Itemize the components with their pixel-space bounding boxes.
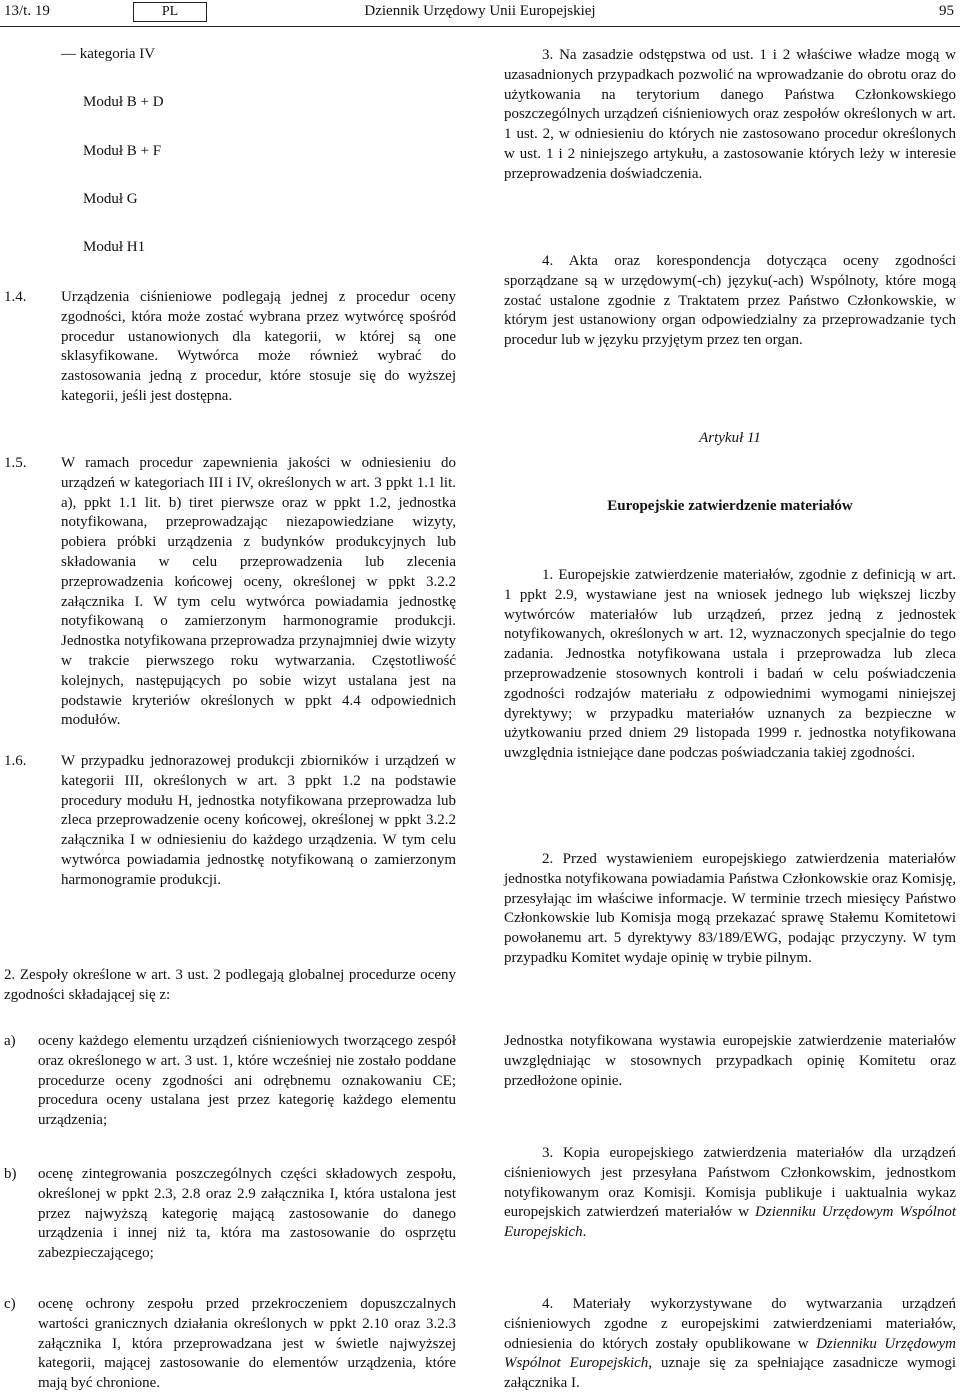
paragraph-1-4: Urządzenia ciśnieniowe podlegają jednej z procedur oceny zgodności, która może zostać wybrana przez wytwórcę spośród procedur ustanowionych dla kategorii, w której są one sklasyfikowane. Wytwórca może również wybrać do zastosowania jedną z procedur, które stosuje się do wyższej kategorii, jeśli jest dostępna. <box>61 289 456 404</box>
list-item-a: oceny każdego elementu urządzeń ciśnieniowych tworzącego zespół oraz określonego w art. 3 ust. 1, które wcześniej nie zostało poddane procedurze oceny zgodności ani odrębnemu oznakowaniu CE; procedura oceny ustalana jest przez kategorię każdego elementu urządzenia; <box>38 1033 456 1129</box>
article-paragraph-4-text: 4. Materiały wykorzystywane do wytwarzania urządzeń ciśnieniowych zgodne z europejskimi zatwierdzeniami materiałów, odniesienia do których zostały opublikowane w <box>504 1296 956 1352</box>
header-rule <box>0 26 960 27</box>
category-line: — kategoria IV <box>61 46 156 62</box>
article-paragraph-3 <box>504 1144 956 1243</box>
journal-reference: Dzienniku Urzędowym Wspólnot Europejskich <box>504 1335 956 1372</box>
language-badge: PL <box>133 2 207 22</box>
module-item: Moduł B + D <box>83 94 164 110</box>
module-item: Moduł B + F <box>83 143 162 159</box>
article-label: Artykuł 11 <box>699 430 761 446</box>
module-item: Moduł H1 <box>83 239 146 255</box>
article-paragraph-2: 2. Przed wystawieniem europejskiego zatwierdzenia materiałów jednostka notyfikowana powiadamia Państwa Członkowskie oraz Komisję, przesyłając im właściwe informacje. W terminie trzech miesięcy Państwo Członkowskie lub Komisja mogą przekazać sprawę Stałemu Komitetowi powołanemu art. 5 dyrektywy 83/189/EWG, podając przyczyny. W tym przypadku Komitet wydaje opinię w trybie pilnym. <box>504 851 956 966</box>
paragraph-number: 1.5. <box>4 455 27 471</box>
paragraph-1-6: W przypadku jednorazowej produkcji zbiorników i urządzeń w kategorii III, określonych w art. 3 ppkt 1.2 na podstawie procedury modułu H, jednostka notyfikowana przeprowadza lub zleca przeprowadzenie oceny końcowej, określonej w ppkt 3.2.2 załącznika I w odniesieniu do każdego urządzenia. W tym celu wytwórca powiadamia jednostkę notyfikowaną o zamierzonym harmonogramie produkcji. <box>61 753 456 888</box>
page-number: 95 <box>939 3 954 19</box>
article-paragraph-3-text: 3. Kopia europejskiego zatwierdzenia materiałów dla urządzeń ciśnieniowych jest przesyłana Państwom Członkowskim, jednostkom notyfikowanym oraz Komisji. Komisja publikuje i uaktualnia wykaz europejskich zatwierdzeń materiałów w <box>504 1145 956 1221</box>
article-paragraph-4-end: , uznaje się za spełniające zasadnicze wymogi załącznika I. <box>504 1355 956 1392</box>
journal-reference: Dzienniku Urzędowym Wspólnot Europejskich <box>504 1204 956 1241</box>
list-letter: c) <box>4 1296 16 1312</box>
page-label: 13/t. 19 <box>4 3 50 19</box>
journal-title: Dziennik Urzędowy Unii Europejskiej <box>364 3 596 19</box>
paragraph-3: 3. Na zasadzie odstępstwa od ust. 1 i 2 właściwe władze mogą w uzasadnionych przypadkach pozwolić na wprowadzanie do obrotu oraz do użytkowania na terytorium danego Państwa Członkowskiego poszczególnych urządzeń ciśnieniowych oraz zespołów określonych w art. 1 ust. 2, w odniesieniu do których nie zastosowano procedur określonych w ust. 1 i 2 niniejszego artykułu, a zastosowanie których leży w interesie przeprowadzenia doświadczenia. <box>504 47 956 182</box>
list-letter: b) <box>4 1166 17 1182</box>
list-letter: a) <box>4 1033 16 1049</box>
article-paragraph-2-continued: Jednostka notyfikowana wystawia europejskie zatwierdzenie materiałów uwzględniając w stosownych przypadkach opinię Komitetu oraz przedłożone opinie. <box>504 1033 956 1089</box>
article-paragraph-3-end: . <box>582 1224 587 1241</box>
page-header <box>0 0 960 28</box>
article-paragraph-1: 1. Europejskie zatwierdzenie materiałów, zgodnie z definicją w art. 1 ppkt 2.9, wystawiane jest na wniosek jednego lub większej liczby wytwórców materiałów lub urządzeń, przez jedną z jednostek notyfikowanych, określonych w art. 12, wyznaczonych specjalnie do tego zadania. Jednostka notyfikowana ustala i przeprowadza lub zleca przeprowadzenie stosownych kontroli i badań w celu poświadczenia zgodności rodzajów materiału z odpowiednimi wymogami niniejszej dyrektywy; w przypadku materiałów uznanych za bezpieczne w użytkowaniu przed dniem 29 listopada 1999 r. jednostka notyfikowana uwzględnia istniejące dane podczas poświadczania takiej zgodności. <box>504 567 956 762</box>
list-item-c: ocenę ochrony zespołu przed przekroczeniem dopuszczalnych wartości granicznych działania określonych w ppkt 2.10 oraz 3.2.3 załącznika I, która przeprowadzana jest w świetle najwyższej kategorii, mającej zastosowanie do elementów urządzenia, które mają być chronione. <box>38 1296 456 1392</box>
article-title: Europejskie zatwierdzenie materiałów <box>607 498 853 514</box>
module-item: Moduł G <box>83 191 138 207</box>
paragraph-number: 1.4. <box>4 289 27 305</box>
list-item-b: ocenę zintegrowania poszczególnych części składowych zespołu, określonej w ppkt 2.3, 2.8 oraz 2.9 załącznika I, która ustalona jest przez najwyższą kategorię mającą zastosowanie do danego urządzenia i innej niż ta, która ma zastosowanie do osprzętu zabezpieczającego; <box>38 1166 456 1262</box>
paragraph-number: 1.6. <box>4 753 27 769</box>
paragraph-1-5: W ramach procedur zapewnienia jakości w odniesieniu do urządzeń w kategoriach III i IV, określonych w art. 3 ppkt 1.1 lit. a), ppkt 1.1 lit. b) tiret pierwsze oraz w ppkt 1.2, jednostka notyfikowana, przeprowadzając niezapowiedziane wizyty, pobiera próbki urządzenia z budynków produkcyjnych lub składowania w celu przeprowadzenia lub zlecenia przeprowadzenia końcowej oceny, określonej w ppkt 3.2.2 załącznika I. W tym celu wytwórca powiadamia jednostkę notyfikowaną o zamierzonym harmonogramie produkcji. Jednostka notyfikowana przeprowadza przynajmniej dwie wizyty w trakcie pierwszego roku wytwarzania. Częstotliwość kolejnych, następujących po sobie wizyt ustalana jest na podstawie kryteriów określonych w ppkt 4.4 odpowiednich modułów. <box>61 455 456 729</box>
article-paragraph-4 <box>504 1295 956 1394</box>
paragraph-4: 4. Akta oraz korespondencja dotycząca oceny zgodności sporządzane są w urzędowym(-ch) języku(-ach) Wspólnoty, które mogą zostać ustalone zgodnie z Traktatem przez Państwo Członkowskie, w którym jest ustanowiony organ odpowiedzialny za przeprowadzanie tych procedur lub w języku przyjętym przez ten organ. <box>504 253 956 349</box>
paragraph-2: 2. Zespoły określone w art. 3 ust. 2 podlegają globalnej procedurze oceny zgodności składającej się z: <box>4 967 456 1003</box>
